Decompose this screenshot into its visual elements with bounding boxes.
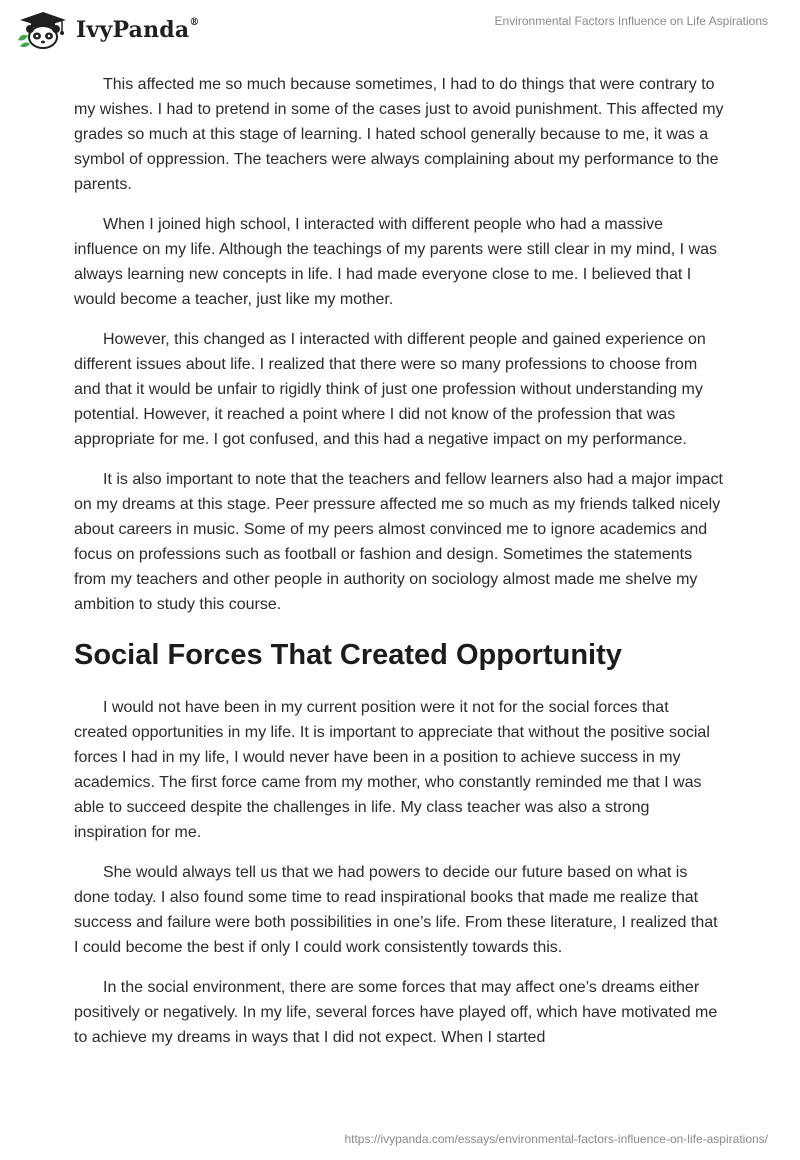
- paragraph: In the social environment, there are some forces that may affect one’s dreams either positively or negatively. In my life, several forces have played off, which have motivated me to achieve my dreams in ways that I did not expect. When I started: [74, 979, 718, 1046]
- page-header: [0, 0, 800, 70]
- paragraph: She would always tell us that we had powers to decide our future based on what is done today. I also found some time to read inspirational books that made me realize that success and failure were both possibilities in one’s life. From these literature, I realized that I could become the best if only I could work consistently towards this.: [74, 864, 718, 956]
- paragraph: I would not have been in my current position were it not for the social forces that created opportunities in my life. It is important to appreciate that without the positive social forces I had in my life, I would never have been in a position to achieve success in my academics. The first force came from my mother, who constantly reminded me that I was able to succeed despite the challenges in life. My class teacher was also a strong inspiration for me.: [74, 699, 710, 841]
- panda-graduate-icon: [16, 10, 70, 50]
- section-heading: Social Forces That Created Opportunity: [74, 639, 622, 671]
- essay-body: [74, 72, 724, 1065]
- brand-name: IvyPanda®: [76, 16, 200, 43]
- paragraph: It is also important to note that the teachers and fellow learners also had a major impact on my dreams at this stage. Peer pressure affected me so much as my friends talked nicely about careers in music. Some of my peers almost convinced me to ignore academics and focus on professions such as football or fashion and design. Sometimes the statements from my teachers and other people in authority on sociology almost made me shelve my ambition to study this course.: [74, 471, 723, 613]
- brand-logo[interactable]: [16, 10, 200, 50]
- source-url[interactable]: https://ivypanda.com/essays/environmental-factors-influence-on-life-aspirations/: [344, 1132, 768, 1146]
- document-title: Environmental Factors Influence on Life Aspirations: [494, 14, 768, 28]
- paragraph: When I joined high school, I interacted with different people who had a massive influence on my life. Although the teachings of my parents were still clear in my mind, I was always learning new concepts in life. I had made everyone close to me. I believed that I would become a teacher, just like my mother.: [74, 216, 717, 308]
- paragraph: However, this changed as I interacted with different people and gained experience on different issues about life. I realized that there were so many professions to choose from and that it would be unfair to rigidly think of just one profession without understanding my potential. However, it reached a point where I did not know of the profession that was appropriate for me. I got confused, and this had a negative impact on my performance.: [74, 331, 706, 448]
- paragraph: This affected me so much because sometimes, I had to do things that were contrary to my wishes. I had to pretend in some of the cases just to avoid punishment. This affected my grades so much at this stage of learning. I hated school generally because to me, it was a symbol of oppression. The teachers were always complaining about my performance to the parents.: [74, 76, 724, 193]
